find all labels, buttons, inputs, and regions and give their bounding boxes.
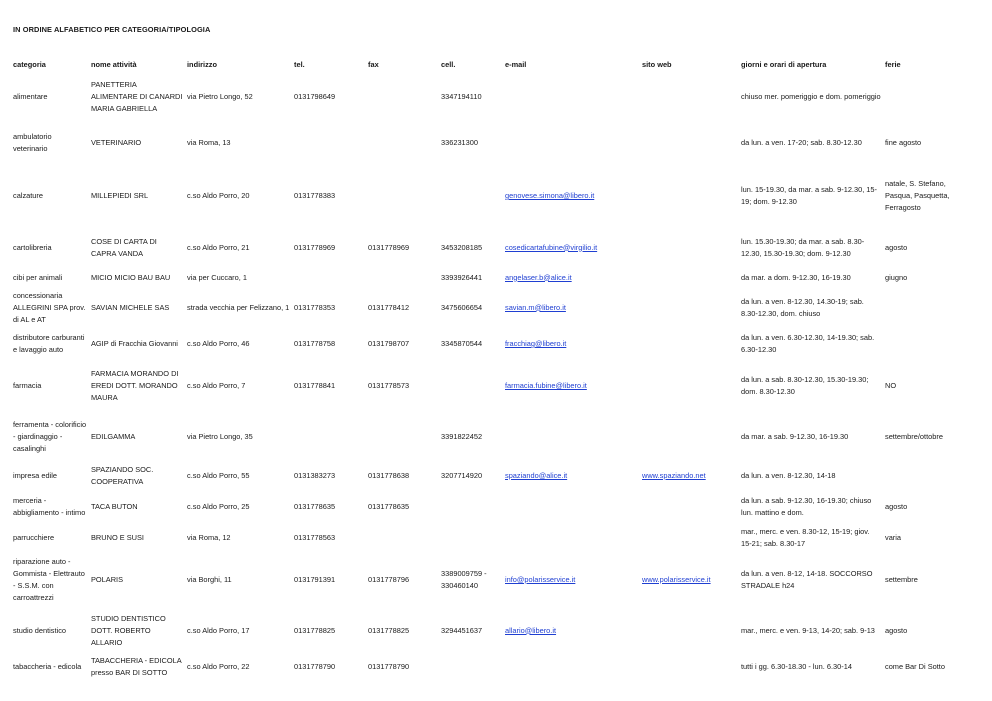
name-cell: SPAZIANDO SOC. COOPERATIVA	[91, 465, 154, 486]
phone-cell	[292, 163, 366, 229]
table-row	[11, 266, 971, 289]
website-cell	[640, 163, 739, 229]
hours-cell: chiuso mer. pomeriggio e dom. pomeriggio	[741, 92, 881, 101]
mobile-cell	[439, 163, 503, 229]
table-row	[11, 610, 971, 651]
holidays-cell	[883, 550, 971, 610]
hours-cell	[739, 266, 883, 289]
category-cell: cartolibreria	[13, 242, 52, 252]
fax-cell	[366, 610, 439, 651]
mobile-cell	[439, 122, 503, 163]
name-cell: TACA BUTON	[91, 501, 138, 511]
name-cell: FARMACIA MORANDO DI EREDI DOTT. MORANDO MAURA	[91, 369, 179, 402]
website-cell	[640, 488, 739, 525]
holidays-cell: agosto	[885, 625, 908, 635]
name-cell	[89, 266, 185, 289]
holidays-cell	[883, 326, 971, 362]
holidays-cell	[883, 525, 971, 550]
email-cell	[503, 72, 640, 122]
phone-cell: 0131778635	[294, 501, 336, 511]
holidays-cell	[883, 229, 971, 266]
website-link[interactable]: www.polarisservice.it	[642, 575, 711, 584]
hours-cell: da lun. a sab. 8.30-12.30, 15.30-19.30; dom. 8.30-12.30	[741, 375, 869, 396]
address-cell: via Roma, 13	[187, 137, 231, 147]
email-link[interactable]: cosedicartafubine@virgilio.it	[505, 242, 598, 252]
holidays-cell: settembre/ottobre	[885, 432, 943, 441]
name-cell: POLARIS	[91, 575, 124, 584]
category-cell: distributore carburanti e lavaggio auto	[13, 333, 85, 354]
category-cell	[11, 289, 89, 326]
phone-cell: 0131778825	[294, 625, 336, 635]
mobile-cell	[439, 72, 503, 122]
fax-cell: 0131778790	[368, 662, 410, 671]
website-cell	[640, 610, 739, 651]
hours-cell: mar., merc. e ven. 8.30-12, 15-19; giov. 15-21; sab. 8.30-17	[741, 526, 870, 548]
table-row	[11, 122, 971, 163]
address-cell: c.so Aldo Porro, 21	[187, 242, 250, 252]
column-header-nome: nome attività	[91, 60, 137, 69]
name-cell: TABACCHERIA - EDICOLA presso BAR DI SOTTO	[91, 656, 182, 677]
mobile-cell	[439, 610, 503, 651]
category-cell: parrucchiere	[13, 532, 55, 542]
phone-cell	[292, 410, 366, 464]
phone-cell	[292, 229, 366, 266]
table-row	[11, 163, 971, 229]
email-cell	[503, 410, 640, 464]
hours-cell	[739, 651, 883, 683]
phone-cell	[292, 464, 366, 488]
website-cell	[640, 410, 739, 464]
category-cell: studio dentistico	[13, 625, 66, 635]
phone-cell	[292, 610, 366, 651]
hours-cell: da lun. a ven. 6.30-12.30, 14-19.30; sab. 6.30-12.30	[741, 333, 875, 354]
name-cell	[89, 550, 185, 610]
name-cell: VETERINARIO	[91, 137, 142, 147]
table-row	[11, 488, 971, 525]
address-cell: c.so Aldo Porro, 46	[187, 339, 250, 348]
hours-cell: da lun. a sab. 9-12.30, 16-19.30; chiuso lun. mattino e dom.	[741, 495, 872, 517]
hours-cell: da lun. a ven. 8-12, 14-18. SOCCORSO STRADALE h24	[741, 569, 873, 590]
fax-cell	[366, 72, 439, 122]
mobile-cell: 3391822452	[441, 432, 483, 441]
address-cell	[185, 163, 292, 229]
phone-cell	[292, 326, 366, 362]
category-cell: tabaccheria - edicola	[13, 662, 82, 671]
holidays-cell	[883, 289, 971, 326]
holidays-cell	[883, 651, 971, 683]
name-cell: SAVIAN MICHELE SAS	[91, 302, 170, 312]
fax-cell	[366, 488, 439, 525]
address-cell: c.so Aldo Porro, 25	[187, 501, 250, 511]
email-cell	[503, 163, 640, 229]
address-cell: c.so Aldo Porro, 7	[187, 381, 246, 390]
hours-cell	[739, 410, 883, 464]
category-cell	[11, 550, 89, 610]
email-cell	[503, 610, 640, 651]
name-cell: AGIP di Fracchia Giovanni	[91, 339, 178, 348]
name-cell	[89, 326, 185, 362]
address-cell	[185, 289, 292, 326]
table-row	[11, 410, 971, 464]
fax-cell: 0131778412	[368, 302, 410, 312]
category-cell: ambulatorio veterinario	[13, 131, 52, 153]
name-cell	[89, 362, 185, 410]
phone-cell: 0131798649	[294, 92, 336, 101]
table-row	[11, 289, 971, 326]
name-cell: MICIO MICIO BAU BAU	[91, 272, 171, 282]
hours-cell: da lun. a ven. 17-20; sab. 8.30-12.30	[741, 137, 862, 147]
website-link[interactable]: www.spaziando.net	[642, 471, 706, 480]
address-cell	[185, 72, 292, 122]
category-cell	[11, 72, 89, 122]
website-cell	[640, 122, 739, 163]
table-row	[11, 72, 971, 122]
phone-cell	[292, 362, 366, 410]
address-cell: strada vecchia per Felizzano, 1	[187, 302, 290, 312]
email-link[interactable]: spaziando@alice.it	[505, 471, 568, 480]
table-row	[11, 229, 971, 266]
holidays-cell: natale, S. Stefano, Pasqua, Pasquetta, Ferragosto	[885, 179, 950, 212]
category-cell	[11, 410, 89, 464]
mobile-cell	[439, 266, 503, 289]
phone-cell: 0131778841	[294, 381, 336, 390]
fax-cell	[366, 326, 439, 362]
name-cell	[89, 229, 185, 266]
name-cell: MILLEPIEDI SRL	[91, 191, 149, 200]
category-cell: alimentare	[13, 92, 48, 101]
mobile-cell	[439, 410, 503, 464]
name-cell	[89, 525, 185, 550]
fax-cell	[366, 289, 439, 326]
email-link[interactable]: angelaser.b@alice.it	[505, 272, 572, 282]
holidays-cell	[883, 410, 971, 464]
phone-cell	[292, 651, 366, 683]
website-cell	[640, 362, 739, 410]
table-row	[11, 464, 971, 488]
holidays-cell	[883, 488, 971, 525]
name-cell	[89, 289, 185, 326]
website-cell	[640, 229, 739, 266]
mobile-cell	[439, 488, 503, 525]
table-row	[11, 326, 971, 362]
category-cell	[11, 266, 89, 289]
address-cell	[185, 410, 292, 464]
hours-cell	[739, 229, 883, 266]
column-header-indirizzo: indirizzo	[187, 60, 217, 69]
fax-cell	[366, 266, 439, 289]
address-cell: via Pietro Longo, 52	[187, 92, 253, 101]
fax-cell	[366, 410, 439, 464]
address-cell	[185, 651, 292, 683]
hours-cell	[739, 122, 883, 163]
name-cell: BRUNO E SUSI	[91, 532, 144, 542]
holidays-cell: agosto	[885, 242, 908, 252]
email-cell	[503, 266, 640, 289]
holidays-cell	[883, 122, 971, 163]
phone-cell: 0131778758	[294, 339, 336, 348]
table-row	[11, 550, 971, 610]
address-cell	[185, 229, 292, 266]
column-header-tel: tel.	[294, 60, 305, 69]
hours-cell: da lun. a ven. 8-12.30, 14-18	[741, 471, 836, 480]
category-cell: cibi per animali	[13, 272, 63, 282]
fax-cell: 0131778796	[368, 575, 410, 584]
hours-cell	[739, 72, 883, 122]
holidays-cell: come Bar Di Sotto	[885, 662, 945, 671]
email-cell	[503, 289, 640, 326]
mobile-cell	[439, 651, 503, 683]
hours-cell: lun. 15.30-19.30; da mar. a sab. 8.30-12.30, 15.30-19.30; dom. 9-12.30	[741, 236, 865, 258]
address-cell	[185, 550, 292, 610]
category-cell	[11, 651, 89, 683]
mobile-cell	[439, 362, 503, 410]
column-header-ferie: ferie	[885, 60, 901, 69]
email-link[interactable]: fracchiag@libero.it	[505, 339, 567, 348]
mobile-cell: 3453208185	[441, 242, 483, 252]
name-cell	[89, 488, 185, 525]
hours-cell	[739, 550, 883, 610]
column-header-email: e-mail	[505, 60, 527, 69]
address-cell: c.so Aldo Porro, 55	[187, 471, 250, 480]
category-cell: merceria - abbigliamento - intimo	[13, 495, 86, 517]
column-header-sito: sito web	[642, 60, 672, 69]
holidays-cell: varia	[885, 532, 902, 542]
column-header-categoria: categoria	[13, 60, 46, 69]
hours-cell	[739, 326, 883, 362]
email-cell	[503, 362, 640, 410]
holidays-cell: fine agosto	[885, 137, 922, 147]
phone-cell: 0131791391	[294, 575, 336, 584]
email-cell	[503, 488, 640, 525]
website-cell	[640, 266, 739, 289]
phone-cell: 0131778353	[294, 302, 336, 312]
hours-cell	[739, 464, 883, 488]
email-link[interactable]: genovese.simona@libero.it	[505, 191, 595, 200]
address-cell	[185, 266, 292, 289]
email-cell	[503, 464, 640, 488]
mobile-cell	[439, 525, 503, 550]
mobile-cell: 3294451637	[441, 625, 483, 635]
mobile-cell: 3347194110	[441, 92, 482, 101]
column-header-orari: giorni e orari di apertura	[741, 60, 827, 69]
mobile-cell	[439, 464, 503, 488]
address-cell: c.so Aldo Porro, 17	[187, 625, 250, 635]
name-cell	[89, 122, 185, 163]
phone-cell	[292, 266, 366, 289]
holidays-cell	[883, 163, 971, 229]
address-cell: via Pietro Longo, 35	[187, 432, 253, 441]
holidays-cell	[883, 72, 971, 122]
phone-cell	[292, 289, 366, 326]
fax-cell	[366, 464, 439, 488]
phone-cell: 0131778563	[294, 532, 336, 542]
mobile-cell: 3345870544	[441, 339, 483, 348]
email-cell	[503, 550, 640, 610]
email-cell	[503, 651, 640, 683]
email-cell	[503, 525, 640, 550]
table-row	[11, 525, 971, 550]
holidays-cell	[883, 362, 971, 410]
address-cell	[185, 362, 292, 410]
hours-cell	[739, 525, 883, 550]
name-cell	[89, 610, 185, 651]
holidays-cell: agosto	[885, 501, 908, 511]
phone-cell: 0131778790	[294, 662, 336, 671]
address-cell	[185, 122, 292, 163]
email-link[interactable]: savian.m@libero.it	[505, 302, 566, 312]
hours-cell	[739, 610, 883, 651]
category-cell	[11, 229, 89, 266]
mobile-cell	[439, 229, 503, 266]
phone-cell: 0131383273	[294, 471, 336, 480]
category-cell: impresa edile	[13, 471, 57, 480]
address-cell	[185, 488, 292, 525]
hours-cell: da mar. a sab. 9-12.30, 16-19.30	[741, 432, 849, 441]
email-cell	[503, 122, 640, 163]
holidays-cell: NO	[885, 381, 897, 390]
mobile-cell: 3389009759 - 330460140	[441, 569, 487, 590]
category-cell	[11, 163, 89, 229]
fax-cell: 0131778825	[368, 625, 410, 635]
hours-cell: lun. 15-19.30, da mar. a sab. 9-12.30, 15-19; dom. 9-12.30	[741, 185, 877, 206]
fax-cell: 0131778635	[368, 501, 410, 511]
name-cell	[89, 410, 185, 464]
category-cell	[11, 464, 89, 488]
address-cell: via per Cuccaro, 1	[187, 272, 247, 282]
hours-cell	[739, 163, 883, 229]
column-header-cell: cell.	[441, 60, 456, 69]
category-cell	[11, 122, 89, 163]
address-cell: via Roma, 12	[187, 532, 231, 542]
holidays-cell	[883, 464, 971, 488]
phone-cell	[292, 525, 366, 550]
category-cell: riparazione auto - Gommista - Elettrauto - S.S.M. con carroattrezzi	[13, 557, 85, 602]
name-cell	[89, 651, 185, 683]
category-cell	[11, 610, 89, 651]
category-cell	[11, 488, 89, 525]
phone-cell	[292, 72, 366, 122]
address-cell	[185, 464, 292, 488]
email-link[interactable]: farmacia.fubine@libero.it	[505, 381, 587, 390]
category-cell	[11, 525, 89, 550]
email-link[interactable]: allario@libero.it	[505, 625, 557, 635]
mobile-cell: 3475606654	[441, 302, 483, 312]
mobile-cell: 336231300	[441, 137, 478, 147]
phone-cell	[292, 550, 366, 610]
header-row	[11, 58, 971, 72]
website-cell	[640, 464, 739, 488]
website-cell	[640, 289, 739, 326]
hours-cell: da mar. a dom. 9-12.30, 16-19.30	[741, 272, 851, 282]
category-cell: ferramenta - colorificio - giardinaggio - casalinghi	[13, 420, 87, 453]
page-title: IN ORDINE ALFABETICO PER CATEGORIA/TIPOLOGIA	[13, 25, 211, 34]
hours-cell: da lun. a ven. 8-12.30, 14.30-19; sab. 8.30-12.30, dom. chiuso	[741, 296, 864, 318]
hours-cell: mar., merc. e ven. 9-13, 14-20; sab. 9-13	[741, 625, 875, 635]
website-cell	[640, 326, 739, 362]
phone-cell: 0131778383	[294, 191, 336, 200]
category-cell: concessionaria ALLEGRINI SPA prov. di AL e AT	[13, 290, 86, 324]
fax-cell: 0131778638	[368, 471, 410, 480]
category-cell: farmacia	[13, 381, 42, 390]
website-cell	[640, 651, 739, 683]
email-link[interactable]: info@polarisservice.it	[505, 575, 576, 584]
address-cell: via Borghi, 11	[187, 575, 232, 584]
name-cell: STUDIO DENTISTICO DOTT. ROBERTO ALLARIO	[91, 613, 166, 647]
mobile-cell	[439, 550, 503, 610]
address-cell	[185, 326, 292, 362]
holidays-cell	[883, 610, 971, 651]
name-cell	[89, 72, 185, 122]
address-cell: c.so Aldo Porro, 20	[187, 191, 250, 200]
email-cell	[503, 326, 640, 362]
mobile-cell	[439, 289, 503, 326]
category-cell: calzature	[13, 191, 43, 200]
phone-cell	[292, 488, 366, 525]
fax-cell	[366, 229, 439, 266]
fax-cell	[366, 550, 439, 610]
directory-table	[11, 58, 971, 683]
website-cell	[640, 525, 739, 550]
name-cell	[89, 163, 185, 229]
mobile-cell: 3393926441	[441, 272, 483, 282]
table-row	[11, 362, 971, 410]
column-header-fax: fax	[368, 60, 379, 69]
fax-cell	[366, 651, 439, 683]
hours-cell: tutti i gg. 6.30-18.30 - lun. 6.30-14	[741, 662, 852, 671]
fax-cell: 0131798707	[368, 339, 410, 348]
address-cell: c.so Aldo Porro, 22	[187, 662, 250, 671]
name-cell: PANETTERIA ALIMENTARE DI CANARDI MARIA GABRIELLA	[91, 80, 183, 113]
table-row	[11, 651, 971, 683]
fax-cell: 0131778573	[368, 381, 410, 390]
hours-cell	[739, 362, 883, 410]
phone-cell	[292, 122, 366, 163]
category-cell	[11, 362, 89, 410]
fax-cell	[366, 525, 439, 550]
fax-cell	[366, 122, 439, 163]
fax-cell	[366, 362, 439, 410]
holidays-cell: giugno	[885, 272, 908, 282]
website-cell	[640, 550, 739, 610]
hours-cell	[739, 488, 883, 525]
mobile-cell	[439, 326, 503, 362]
hours-cell	[739, 289, 883, 326]
category-cell	[11, 326, 89, 362]
name-cell	[89, 464, 185, 488]
fax-cell: 0131778969	[368, 242, 410, 252]
holidays-cell: settembre	[885, 575, 918, 584]
email-cell	[503, 229, 640, 266]
address-cell	[185, 525, 292, 550]
phone-cell: 0131778969	[294, 242, 336, 252]
website-cell	[640, 72, 739, 122]
holidays-cell	[883, 266, 971, 289]
name-cell: EDILGAMMA	[91, 432, 136, 441]
mobile-cell: 3207714920	[441, 471, 483, 480]
address-cell	[185, 610, 292, 651]
fax-cell	[366, 163, 439, 229]
name-cell: COSE DI CARTA DI CAPRA VANDA	[91, 236, 157, 258]
